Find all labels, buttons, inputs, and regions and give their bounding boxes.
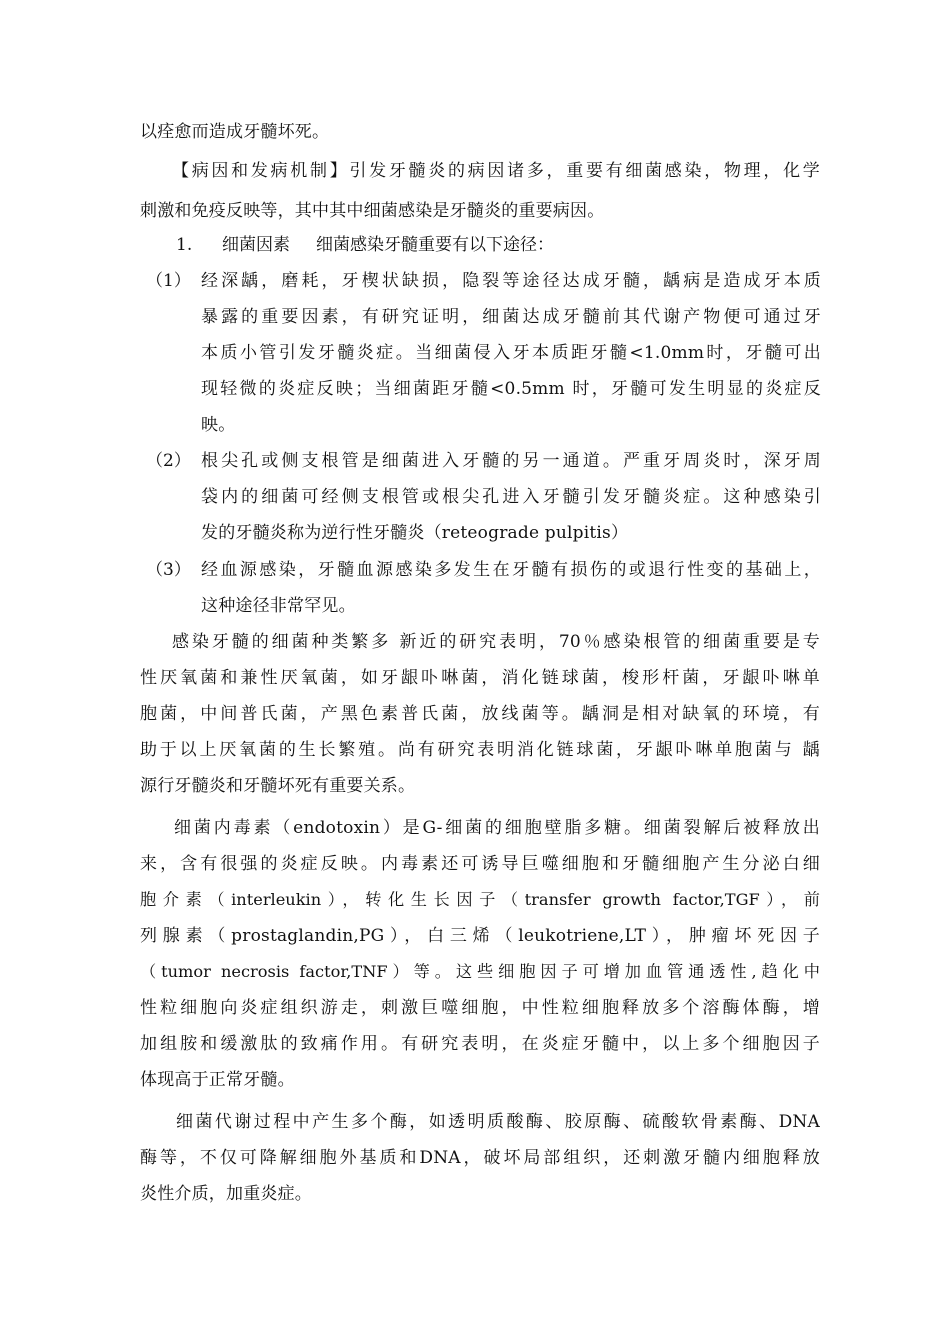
paragraph-endotoxin-line: 列腺素（prostaglandin,PG），白三烯（leukotriene,LT），肿瘤坏死因子 — [140, 926, 820, 946]
sub-item-marker: （1） — [146, 271, 191, 291]
paragraph-bacteria-line: 源行牙髓炎和牙髓坏死有重要关系。 — [140, 776, 416, 796]
sub-item-line: 经深龋，磨耗，牙楔状缺损，隐裂等途径达成牙髓，龋病是造成牙本质 — [201, 271, 821, 291]
paragraph-endotoxin-line: （tumor necrosis factor,TNF）等。这些细胞因子可增加血管通透性,趋化中 — [140, 962, 820, 981]
sub-item-line: 暴露的重要因素，有研究证明，细菌达成牙髓前其代谢产物便可通过牙 — [201, 307, 821, 327]
paragraph-bacteria-line: 胞菌，中间普氏菌，产黑色素普氏菌，放线菌等。龋洞是相对缺氧的环境，有 — [140, 704, 820, 724]
sub-item-line: 映。 — [201, 415, 236, 435]
paragraph-bacteria-line: 性厌氧菌和兼性厌氧菌，如牙龈卟啉菌，消化链球菌，梭形杆菌，牙龈卟啉单 — [140, 668, 820, 688]
paragraph-endotoxin-line: 加组胺和缓激肽的致痛作用。有研究表明，在炎症牙髓中，以上多个细胞因子 — [140, 1034, 820, 1054]
list-item-text: 细菌感染牙髓重要有以下途径： — [316, 235, 554, 255]
list-item-1 — [176, 230, 554, 260]
text-line: 以痊愈而造成牙髓坏死。 — [140, 122, 330, 142]
paragraph-bacteria-line: 助于以上厌氧菌的生长繁殖。尚有研究表明消化链球菌，牙龈卟啉单胞菌与 龋 — [140, 740, 820, 760]
paragraph-endotoxin-line: 体现高于正常牙髓。 — [140, 1070, 295, 1090]
paragraph-endotoxin-line: 细菌内毒素（endotoxin）是G-细菌的细胞壁脂多糖。细菌裂解后被释放出 — [174, 818, 820, 838]
sub-item-marker: （3） — [146, 560, 191, 580]
sub-item-line: 这种途径非常罕见。 — [201, 596, 356, 616]
sub-item-line: 经血源感染，牙髓血源感染多发生在牙髓有损伤的或退行性变的基础上， — [201, 560, 821, 580]
list-item-heading: 细菌因素 — [222, 235, 290, 255]
paragraph-endotoxin-line: 来，含有很强的炎症反映。内毒素还可诱导巨噬细胞和牙髓细胞产生分泌白细 — [140, 854, 820, 874]
paragraph-endotoxin-line: 胞介素（interleukin），转化生长因子（transfer growth factor,TGF），前 — [140, 890, 820, 909]
sub-item-line: 现轻微的炎症反映；当细菌距牙髓<0.5mm 时，牙髓可发生明显的炎症反 — [201, 379, 821, 399]
paragraph-enzymes-line: 酶等，不仅可降解细胞外基质和DNA，破坏局部组织，还刺激牙髓内细胞释放 — [140, 1148, 820, 1168]
paragraph-enzymes-line: 炎性介质，加重炎症。 — [140, 1184, 312, 1204]
paragraph-bacteria-line: 感染牙髓的细菌种类繁多 新近的研究表明，70％感染根管的细菌重要是专 — [172, 632, 820, 652]
paragraph-endotoxin-line: 性粒细胞向炎症组织游走，刺激巨噬细胞，中性粒细胞释放多个溶酶体酶，增 — [140, 998, 820, 1018]
paragraph-etiology-line: 【病因和发病机制】引发牙髓炎的病因诸多，重要有细菌感染，物理，化学 — [172, 161, 820, 181]
list-item-number: 1. — [176, 235, 193, 255]
sub-item-line: 袋内的细菌可经侧支根管或根尖孔进入牙髓引发牙髓炎症。这种感染引 — [201, 487, 821, 507]
sub-item-line: 本质小管引发牙髓炎症。当细菌侵入牙本质距牙髓<1.0mm时，牙髓可出 — [201, 343, 821, 363]
paragraph-enzymes-line: 细菌代谢过程中产生多个酶，如透明质酸酶、胶原酶、硫酸软骨素酶、DNA — [176, 1112, 820, 1132]
sub-item-marker: （2） — [146, 451, 191, 471]
sub-item-line: 发的牙髓炎称为逆行性牙髓炎（reteograde pulpitis） — [201, 523, 629, 543]
paragraph-etiology-line: 刺激和免疫反映等，其中其中细菌感染是牙髓炎的重要病因。 — [140, 201, 605, 221]
sub-item-line: 根尖孔或侧支根管是细菌进入牙髓的另一通道。严重牙周炎时，深牙周 — [201, 451, 821, 471]
